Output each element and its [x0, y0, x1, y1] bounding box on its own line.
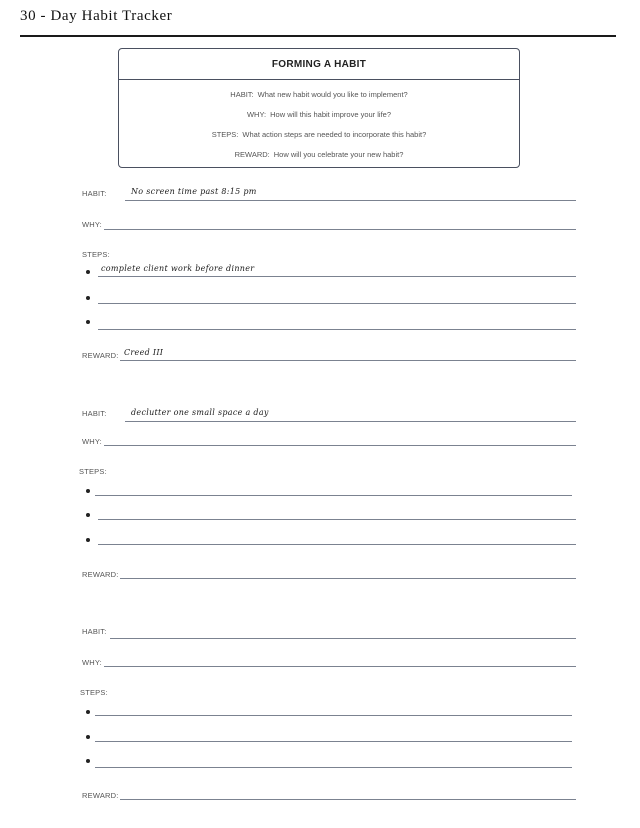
prompt-steps: STEPS: What action steps are needed to incorporate this habit? [211, 130, 427, 139]
step-field[interactable] [98, 290, 576, 304]
steps-label: STEPS: [79, 467, 107, 476]
why-field[interactable] [104, 432, 576, 446]
bullet [86, 735, 90, 739]
habit-entry: declutter one small space a day [131, 408, 269, 417]
reward-label: REWARD: [82, 351, 119, 360]
habit-entry: No screen time past 8:15 pm [131, 187, 257, 196]
why-label: WHY: [82, 437, 102, 446]
steps-label: STEPS: [82, 250, 110, 259]
habit-field[interactable] [110, 625, 576, 639]
why-field[interactable] [104, 653, 576, 667]
step-field[interactable] [98, 506, 576, 520]
bullet [86, 710, 90, 714]
reward-label: REWARD: [82, 570, 119, 579]
bullet [86, 489, 90, 493]
bullet [86, 270, 90, 274]
step-field[interactable] [95, 728, 572, 742]
prompt-why: WHY: How will this habit improve your life? [246, 110, 392, 119]
reward-label: REWARD: [82, 791, 119, 800]
bullet [86, 513, 90, 517]
bullet [86, 296, 90, 300]
step-field[interactable] [95, 482, 572, 496]
step-field[interactable] [98, 531, 576, 545]
title-divider [20, 35, 616, 37]
why-label: WHY: [82, 658, 102, 667]
step-field[interactable] [95, 754, 572, 768]
bullet [86, 538, 90, 542]
prompt-reward: REWARD: How will you celebrate your new habit? [234, 150, 404, 159]
reward-entry: Creed III [124, 348, 164, 357]
habit-label: HABIT: [82, 189, 107, 198]
step-field[interactable] [98, 316, 576, 330]
reward-field[interactable] [120, 786, 576, 800]
habit-label: HABIT: [82, 627, 107, 636]
reward-field[interactable] [120, 565, 576, 579]
step-field[interactable] [95, 702, 572, 716]
forming-habit-title: FORMING A HABIT [119, 49, 519, 80]
why-label: WHY: [82, 220, 102, 229]
forming-habit-box [118, 48, 520, 168]
habit-label: HABIT: [82, 409, 107, 418]
reward-field[interactable] [120, 347, 576, 361]
step-entry: complete client work before dinner [101, 264, 255, 273]
steps-label: STEPS: [80, 688, 108, 697]
why-field[interactable] [104, 216, 576, 230]
bullet [86, 320, 90, 324]
bullet [86, 759, 90, 763]
page-title: 30 - Day Habit Tracker [20, 8, 173, 24]
prompt-habit: HABIT: What new habit would you like to implement? [230, 90, 408, 99]
